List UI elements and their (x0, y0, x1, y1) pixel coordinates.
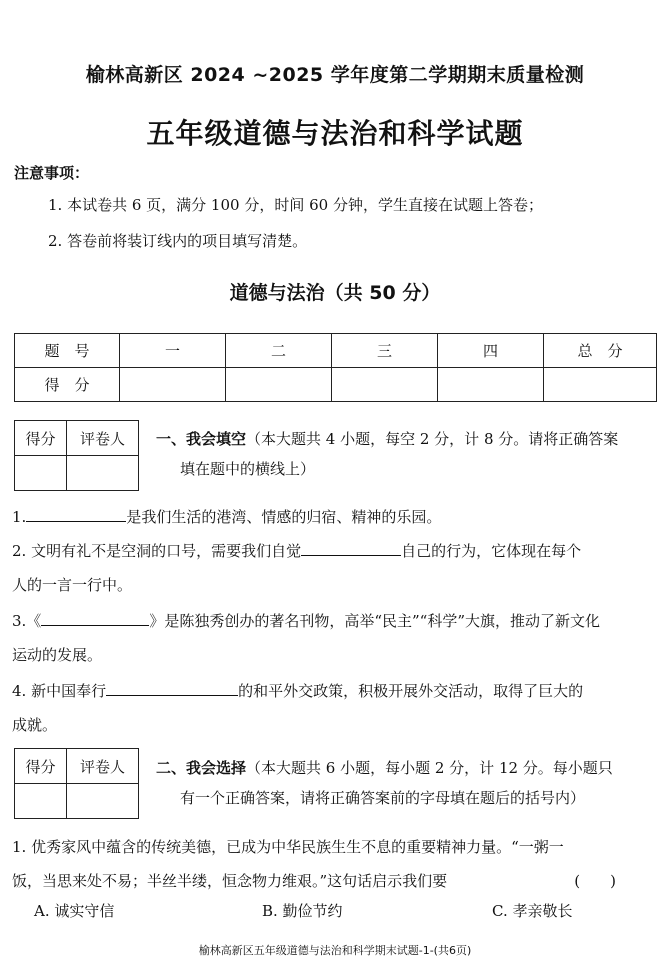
part-two-desc: （本大题共 6 小题，每小题 2 分，计 12 分。每小题只 (246, 759, 613, 777)
question-text-cont: 运动的发展。 (12, 646, 103, 664)
question-text: 1. 优秀家风中蕴含的传统美德，已成为中华民族生生不息的重要精神力量。“一粥一 (12, 838, 564, 856)
grader-name-cell[interactable] (67, 784, 139, 819)
answer-parentheses[interactable]: ( ) (574, 872, 616, 890)
score-table-header: 四 (438, 334, 544, 368)
score-table-header: 一 (120, 334, 226, 368)
fill-question (12, 674, 658, 742)
question-text-cont: 成就。 (12, 716, 58, 734)
answer-blank[interactable] (41, 607, 149, 626)
answer-blank[interactable] (301, 537, 401, 556)
grader-score-cell[interactable] (15, 784, 67, 819)
choice-question (12, 830, 658, 898)
option-a: A. 诚实守信 (34, 902, 115, 920)
score-cell[interactable] (438, 368, 544, 402)
fill-question (12, 534, 658, 602)
score-cell[interactable] (226, 368, 332, 402)
grader-score-label: 得分 (15, 749, 67, 784)
grader-label: 评卷人 (67, 749, 139, 784)
question-text: 是我们生活的港湾、情感的归宿、精神的乐园。 (126, 508, 442, 526)
part-one-title: 一、我会填空 (156, 430, 247, 448)
grader-label: 评卷人 (67, 421, 139, 456)
exam-title: 榆林高新区 2024 ~2025 学年度第二学期期末质量检测 (85, 64, 585, 86)
page-footer: 榆林高新区五年级道德与法治和科学期末试题-1-(共6页) (198, 944, 472, 957)
grader-score-cell[interactable] (15, 456, 67, 491)
grader-box (14, 748, 139, 819)
fill-question (12, 604, 658, 672)
question-text: 的和平外交政策，积极开展外交活动，取得了巨大的 (238, 682, 584, 700)
option-c: C. 孝亲敬长 (492, 902, 573, 920)
score-table-score-row (15, 368, 657, 402)
notice-heading: 注意事项： (14, 164, 90, 182)
score-table-header-row (15, 334, 657, 368)
question-text-cont: 人的一言一行中。 (12, 576, 133, 594)
part-one-desc-cont: 填在题中的横线上） (180, 460, 316, 478)
subject-title: 五年级道德与法治和科学试题 (146, 117, 524, 150)
question-text: 3.《 (12, 612, 42, 630)
fill-question (12, 500, 658, 534)
notice-item: 1. 本试卷共 6 页，满分 100 分，时间 60 分钟，学生直接在试题上答卷； (48, 196, 543, 214)
grader-name-cell[interactable] (67, 456, 139, 491)
grader-score-label: 得分 (15, 421, 67, 456)
score-table-header: 总 分 (544, 334, 657, 368)
score-table-header: 三 (332, 334, 438, 368)
option-b: B. 勤俭节约 (262, 902, 343, 920)
answer-blank[interactable] (106, 677, 238, 696)
score-cell[interactable] (544, 368, 657, 402)
question-text: 2. 文明有礼不是空洞的口号，需要我们自觉 (12, 542, 302, 560)
part-two-desc-cont: 有一个正确答案，请将正确答案前的字母填在题后的括号内） (180, 789, 586, 807)
section-heading: 道德与法治（共 50 分） (229, 282, 441, 304)
score-table (14, 333, 657, 402)
score-table-header: 题 号 (15, 334, 120, 368)
notice-item: 2. 答卷前将装订线内的项目填写清楚。 (48, 232, 308, 250)
question-text: 4. 新中国奉行 (12, 682, 107, 700)
grader-box (14, 420, 139, 491)
question-text: 自己的行为，它体现在每个 (401, 542, 582, 560)
score-row-label: 得 分 (15, 368, 120, 402)
question-text: 》是陈独秀创办的著名刊物，高举“民主”“科学”大旗，推动了新文化 (149, 612, 600, 630)
score-table-header: 二 (226, 334, 332, 368)
answer-blank[interactable] (26, 503, 126, 522)
score-cell[interactable] (332, 368, 438, 402)
part-one-desc: （本大题共 4 小题，每空 2 分，计 8 分。请将正确答案 (246, 430, 619, 448)
part-two-title: 二、我会选择 (156, 759, 247, 777)
question-text: 1. (12, 508, 27, 526)
score-cell[interactable] (120, 368, 226, 402)
part-two-heading (156, 753, 656, 813)
question-text-cont: 饭，当思来处不易；半丝半缕，恒念物力维艰。”这句话启示我们要 (12, 872, 448, 890)
part-one-heading (156, 424, 656, 484)
